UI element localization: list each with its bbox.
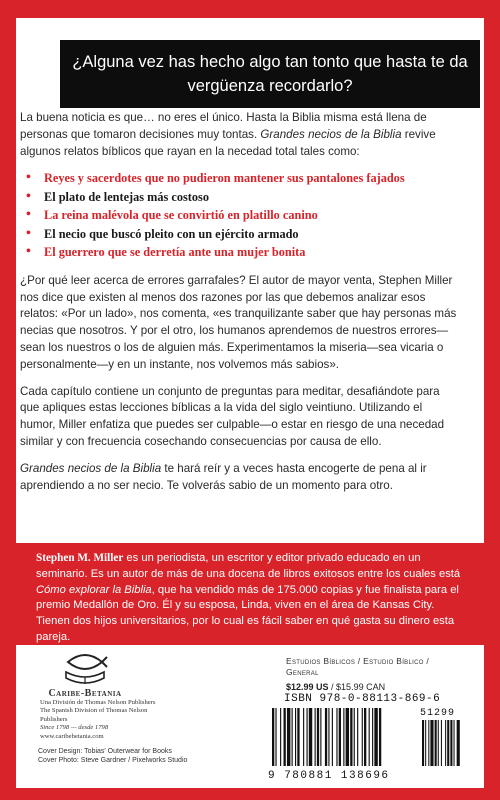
intro-text-start: La buena noticia es que… no eres el único. Hasta la Biblia misma está llena de personas que tomaron decisiones muy tontas.: [20, 111, 427, 141]
barcode-bar: [328, 708, 329, 766]
publisher-line2: The Spanish Division of Thomas Nelson Publishers: [40, 707, 148, 723]
author-bio-text2: , que ha vendido más de 175.000 copias y fue finalista para el premio Medallón de Oro. Él y su esposa, Linda, viven en el área de Kansas City. Tienen dos hijos universitarios, por lo cual es fácil saber en qué gasta su dinero esta pareja.: [36, 583, 459, 643]
barcode-addon-bar: [445, 720, 446, 766]
barcode-bar: [307, 708, 308, 766]
author-bio-band: [16, 543, 484, 645]
publisher-name: Caribe-Betania: [48, 688, 122, 699]
chapter-paragraph: Cada capítulo contiene un conjunto de preguntas para meditar, desafiándote para que apliques estas lecciones bíblicas a la vida del siglo veintiuno. Utilizando el humor, Miller enfatiza que puedes ser culpable—o estar en riesgo de una necedad similar y con frecuencia cosechando consecuencias por causa de ello.: [20, 384, 445, 449]
barcode-addon-bar: [425, 720, 426, 766]
barcode-bar: [309, 708, 312, 766]
barcode-bar: [354, 708, 355, 766]
header-question: ¿Alguna vez has hecho algo tan tonto que hasta te da vergüenza recordarlo?: [72, 53, 468, 95]
closing-book-title: Grandes necios de la Biblia: [20, 461, 162, 475]
barcode-bar: [372, 708, 373, 766]
publisher-line3: Since 1798 — desde 1798: [40, 724, 109, 732]
main-content: [20, 110, 460, 504]
list-item: [20, 207, 460, 224]
list-item-text: Reyes y sacerdotes que no pudieron mantener sus pantalones fajados: [44, 171, 405, 186]
barcode-addon-bar: [430, 720, 433, 766]
barcode-bar: [339, 708, 341, 766]
barcode-bar: [272, 708, 274, 766]
barcode-bar: [343, 708, 344, 766]
barcode-addon-bar: [447, 720, 449, 766]
barcode-bar: [374, 708, 377, 766]
barcode-bar: [315, 708, 316, 766]
barcode-bar: [325, 708, 327, 766]
author-bio-text1: es un periodista, un escritor y editor privado educado en un seminario. Es un autor de más de una docena de libros exitosos entre los cuales está: [36, 552, 461, 580]
barcode-bar: [332, 708, 333, 766]
reasons-paragraph: ¿Por qué leer acerca de errores garrafales? El autor de mayor venta, Stephen Miller nos dice que existen al menos dos razones por las que debemos analizar esos relatos: «Por un lado», nos comenta, «es tranquilizante saber que hay personas más necias que nosotros. Y por el otro, los humanos aprendemos de nuestros errores—sean los nuestros o los de alguien más. Experimentamos la miseria—sea vicaria o personalmente—y en un instante, nos volvemos más sabios».: [20, 273, 457, 371]
barcode-addon-bar: [422, 720, 424, 766]
example-list: [20, 170, 460, 261]
barcode-bar: [287, 708, 290, 766]
barcode-addon-bar: [450, 720, 452, 766]
barcode-addon-bar: [441, 720, 442, 766]
list-item: [20, 226, 460, 243]
publisher-url: www.caribebetania.com: [40, 732, 104, 740]
barcode-bar: [317, 708, 319, 766]
category-line2: General: [286, 667, 319, 677]
barcode-bar: [303, 708, 304, 766]
isbn-label: ISBN 978-0-88113-869-6: [284, 693, 441, 705]
barcode-bar: [379, 708, 381, 766]
barcode-bar: [292, 708, 293, 766]
barcode-bar: [320, 708, 321, 766]
bullet-icon: •: [26, 170, 31, 186]
bullet-icon: •: [26, 207, 31, 223]
price-label: [286, 682, 385, 692]
publisher-block: [40, 648, 160, 741]
barcode-bar: [297, 708, 299, 766]
publisher-logo: [40, 648, 130, 699]
list-item-text: El guerrero que se derretía ante una mujer bonita: [44, 245, 306, 260]
fish-book-logo-icon: [62, 648, 108, 688]
author-name: Stephen M. Miller: [36, 552, 124, 564]
list-item: [20, 170, 460, 187]
barcode-bar: [346, 708, 349, 766]
price-can: $15.99 CAN: [336, 682, 386, 692]
barcode-bar: [275, 708, 276, 766]
category-label: [286, 656, 476, 678]
barcode-addon-number: 51299: [420, 708, 456, 719]
barcode-bar: [357, 708, 358, 766]
bullet-icon: •: [26, 244, 31, 260]
bullet-icon: •: [26, 188, 31, 204]
intro-text-end: revive algunos relatos bíblicos que rayan en la necedad total tales como:: [20, 127, 436, 158]
intro-book-title: Grandes necios de la Biblia: [260, 127, 402, 141]
list-item-text: El plato de lentejas más costoso: [44, 189, 209, 204]
closing-text: te hará reír y a veces hasta encogerte de pena al ir aprendiendo a no ser necio. Te volverás sabio de un momento para otro.: [20, 461, 427, 492]
author-book-title: Cómo explorar la Biblia: [36, 583, 152, 596]
cover-credits: [38, 747, 187, 765]
barcode-addon-bar: [454, 720, 455, 766]
list-item: [20, 189, 460, 206]
price-us: $12.99 US: [286, 682, 329, 692]
category-line1: Estudios Bíblicos / Estudio Bíblico /: [286, 656, 429, 666]
barcode-addon-bar: [435, 720, 437, 766]
closing-paragraph: [20, 461, 460, 495]
list-item-text: El necio que buscó pleito con un ejército armado: [44, 226, 299, 241]
barcode-bar: [336, 708, 337, 766]
bullet-icon: •: [26, 225, 31, 241]
cover-design-credit: Cover Design: Tobias' Outerwear for Books: [38, 748, 172, 755]
cover-photo-credit: Cover Photo: Steve Gardner / Pixelworks Studio: [38, 757, 188, 764]
header-question-banner: [60, 40, 480, 108]
barcode-bar: [295, 708, 296, 766]
price-separator: /: [328, 682, 337, 692]
barcode-addon-bar: [457, 720, 460, 766]
barcode-addon-bar: [428, 720, 429, 766]
intro-paragraph: [20, 110, 460, 160]
barcode-bar: [284, 708, 286, 766]
barcode-bar: [362, 708, 363, 766]
barcode-bar: [280, 708, 281, 766]
barcode-bar: [350, 708, 352, 766]
barcode-bar: [369, 708, 370, 766]
list-item-text: La reina malévola que se convirtió en platillo canino: [44, 208, 318, 223]
barcode-number: 9 780881 138696: [268, 770, 390, 782]
publisher-line1: Una División de Thomas Nelson Publishers: [40, 699, 156, 706]
barcode-addon-bar: [438, 720, 439, 766]
list-item: [20, 244, 460, 261]
barcode-bar: [364, 708, 366, 766]
